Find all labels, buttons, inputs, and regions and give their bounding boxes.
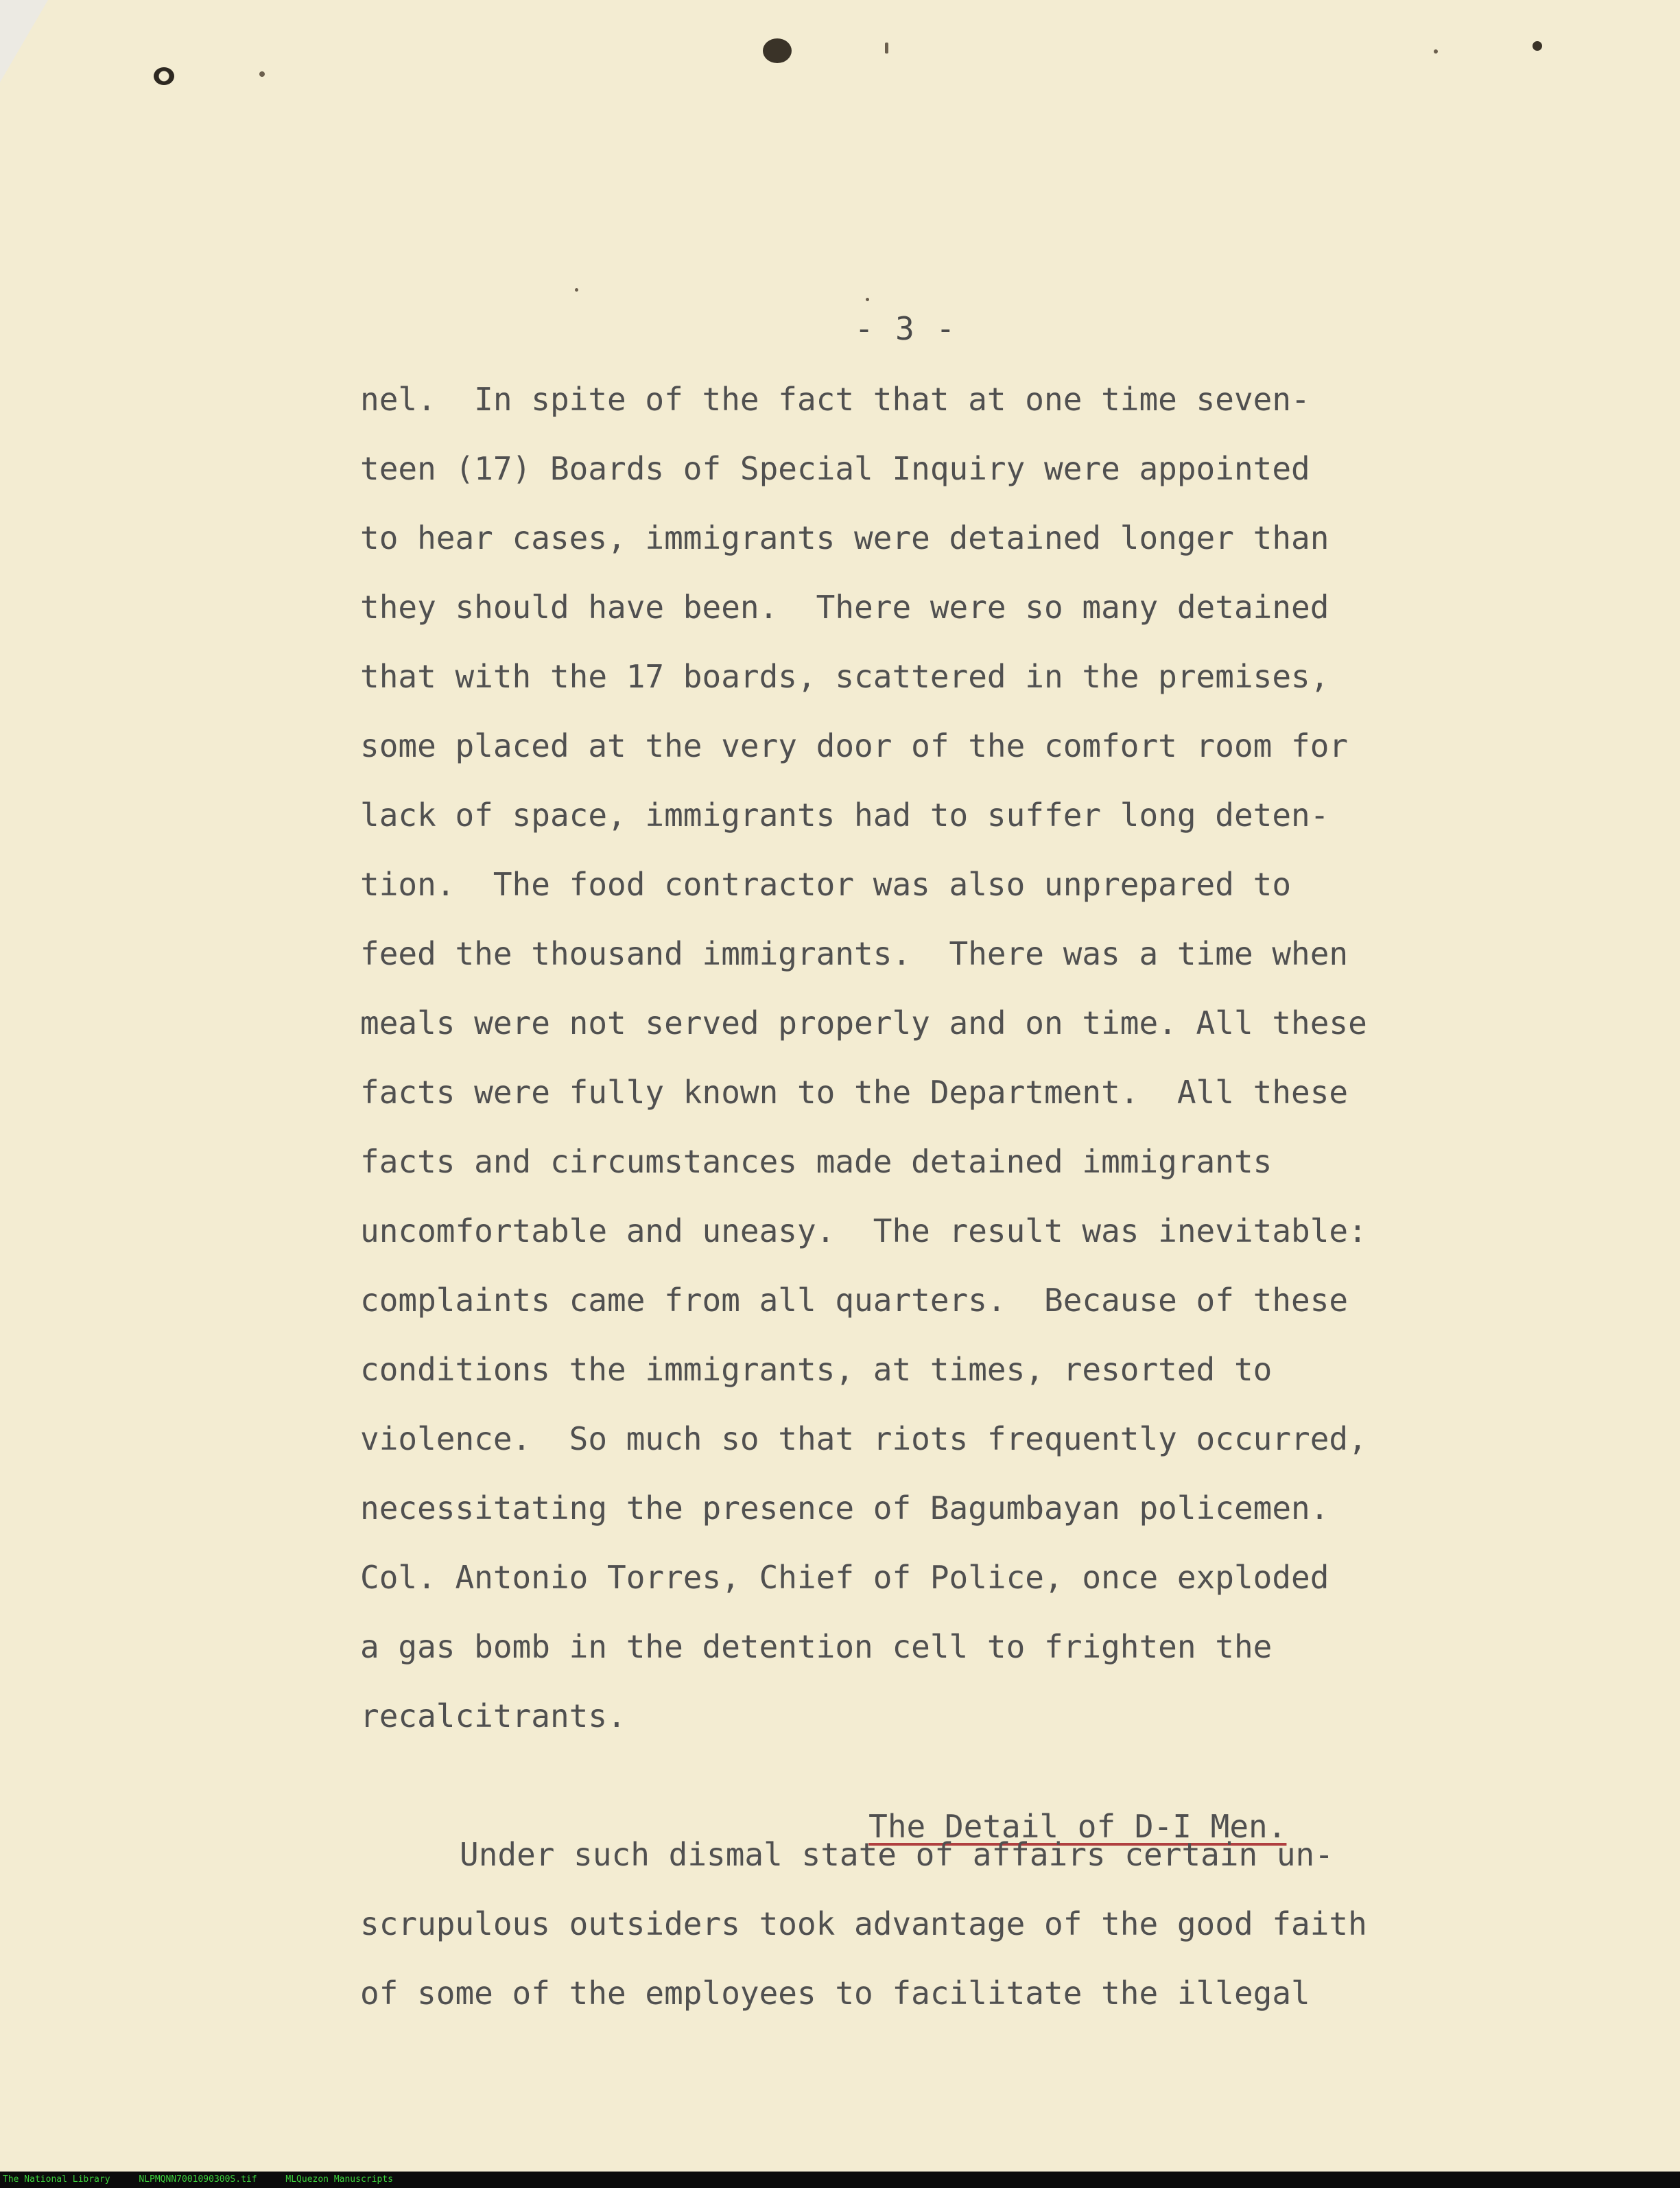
text-line: recalcitrants. xyxy=(360,1697,626,1734)
punch-hole-right xyxy=(1533,41,1542,51)
text-line: complaints came from all quarters. Because of these xyxy=(360,1282,1349,1319)
text-line: lack of space, immigrants had to suffer long deten- xyxy=(360,797,1329,834)
ink-speck xyxy=(885,43,888,54)
folded-corner xyxy=(0,0,48,82)
ink-speck xyxy=(575,288,578,292)
text-line: tion. The food contractor was also unprepared to xyxy=(360,866,1292,903)
text-line: Col. Antonio Torres, Chief of Police, once exploded xyxy=(360,1559,1329,1596)
ink-speck xyxy=(259,71,265,77)
text-line: some placed at the very door of the comfort room for xyxy=(360,727,1349,764)
section-heading-row xyxy=(360,1765,1540,1845)
text-line: uncomfortable and uneasy. The result was inevitable: xyxy=(360,1212,1367,1249)
text-line: to hear cases, immigrants were detained longer than xyxy=(360,519,1329,556)
section-heading: The Detail of D-I Men. xyxy=(868,1808,1287,1845)
text-line: they should have been. There were so many detained xyxy=(360,589,1329,626)
text-line: that with the 17 boards, scattered in the premises, xyxy=(360,658,1329,695)
text-line: scrupulous outsiders took advantage of the good faith xyxy=(360,1905,1367,1942)
text-line: facts and circumstances made detained immigrants xyxy=(360,1143,1273,1180)
body-text xyxy=(360,379,1540,2042)
text-line: feed the thousand immigrants. There was a time when xyxy=(360,935,1349,972)
text-line: meals were not served properly and on time. All these xyxy=(360,1004,1367,1042)
filename-label: NLPMQNN7001090300S.tif xyxy=(139,2174,257,2185)
text-line: Under such dismal state of affairs certain un- xyxy=(460,1836,1334,1873)
text-line: conditions the immigrants, at times, resorted to xyxy=(360,1351,1273,1388)
ink-speck xyxy=(866,298,869,301)
collection-label: MLQuezon Manuscripts xyxy=(285,2174,393,2185)
ink-speck xyxy=(1434,49,1438,54)
text-line: facts were fully known to the Department. All these xyxy=(360,1074,1349,1111)
library-label: The National Library xyxy=(3,2174,110,2185)
scan-info-bar xyxy=(0,2172,1680,2188)
text-line: violence. So much so that riots frequently occurred, xyxy=(360,1420,1367,1457)
punch-hole-left xyxy=(154,67,174,85)
text-line: of some of the employees to facilitate the illegal xyxy=(360,1975,1310,2012)
text-line: teen (17) Boards of Special Inquiry were appointed xyxy=(360,450,1310,487)
text-line: necessitating the presence of Bagumbayan policemen. xyxy=(360,1490,1329,1527)
text-line: a gas bomb in the detention cell to frighten the xyxy=(360,1628,1273,1665)
text-line: nel. In spite of the fact that at one time seven- xyxy=(360,381,1310,418)
page-number: - 3 - xyxy=(854,310,957,347)
punch-hole-center xyxy=(763,38,792,63)
